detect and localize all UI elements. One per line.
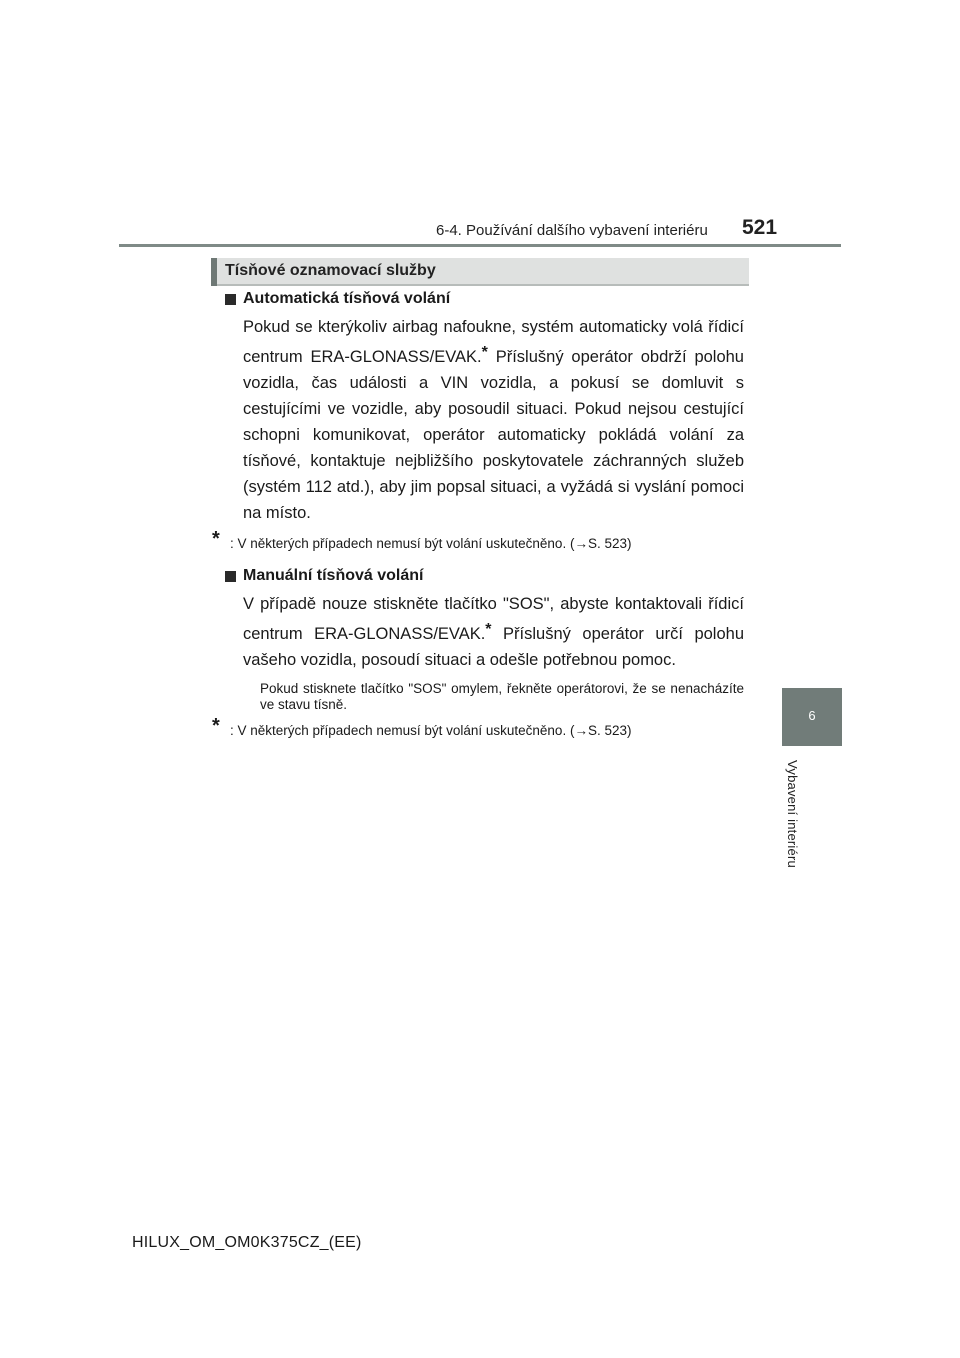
section-title: Tísňové oznamovací služby xyxy=(225,262,436,279)
square-bullet-icon xyxy=(225,294,236,305)
automatic-footnote xyxy=(212,528,744,553)
chapter-tab xyxy=(782,688,842,746)
manual-body-part2: Příslušný operátor určí polohu vašeho vozidla, posoudí situaci a odešle potřebnou pomoc. xyxy=(243,625,744,669)
manual-note: Pokud stisknete tlačítko "SOS" omylem, řekněte operátorovi, že se nenacházíte ve stavu tísně. xyxy=(260,681,744,712)
manual-call-heading xyxy=(224,567,744,585)
automatic-body-part2: Příslušný operátor obdrží polohu vozidla, čas události a VIN vozidla, a pokusí se domluvit s cestujícími ve vozidle, aby posoudil situaci. Pokud nejsou cestující schopni komunikovat, operátor automaticky pokládá volání za tísňové, kontaktuje nejbližšího poskytovatele záchranných služeb (systém 112 atd.), aby jim popsal situaci, a vyžádá si vyslání pomoci na místo. xyxy=(243,348,744,522)
footnote-marker: * xyxy=(485,621,492,638)
manual-body-part1: V případě nouze stiskněte tlačítko "SOS", abyste kontaktovali řídicí centrum ERA-GLONASS/EVAK. xyxy=(243,595,744,643)
manual-call-heading-text: Manuální tísňová volání xyxy=(243,567,424,584)
header-rule xyxy=(119,244,841,247)
chapter-label: Vybavení interiéru xyxy=(785,760,800,868)
section-bar-accent xyxy=(211,258,217,286)
page-content xyxy=(212,290,744,754)
footnote-marker: * xyxy=(481,344,488,361)
automatic-footnote-text: : V některých případech nemusí být volání uskutečněno. (→S. 523) xyxy=(230,536,632,551)
footnote-star: * xyxy=(212,528,220,550)
square-bullet-icon xyxy=(225,571,236,582)
footer-doc-id: HILUX_OM_OM0K375CZ_(EE) xyxy=(132,1234,362,1251)
chapter-number: 6 xyxy=(808,708,816,723)
header-section-title: 6-4. Používání dalšího vybavení interiéru xyxy=(436,222,708,239)
manual-call-body xyxy=(243,591,744,673)
footnote-star: * xyxy=(212,715,220,737)
section-title-bar xyxy=(211,258,749,286)
automatic-call-heading xyxy=(224,290,744,308)
automatic-call-body xyxy=(243,314,744,526)
automatic-body-part1: Pokud se kterýkoliv airbag nafoukne, systém automaticky volá řídicí centrum ERA-GLONASS/EVAK. xyxy=(243,318,744,366)
manual-footnote xyxy=(212,715,744,740)
manual-footnote-text: : V některých případech nemusí být volání uskutečněno. (→S. 523) xyxy=(230,723,632,738)
page-number: 521 xyxy=(742,216,778,239)
automatic-call-heading-text: Automatická tísňová volání xyxy=(243,290,451,307)
